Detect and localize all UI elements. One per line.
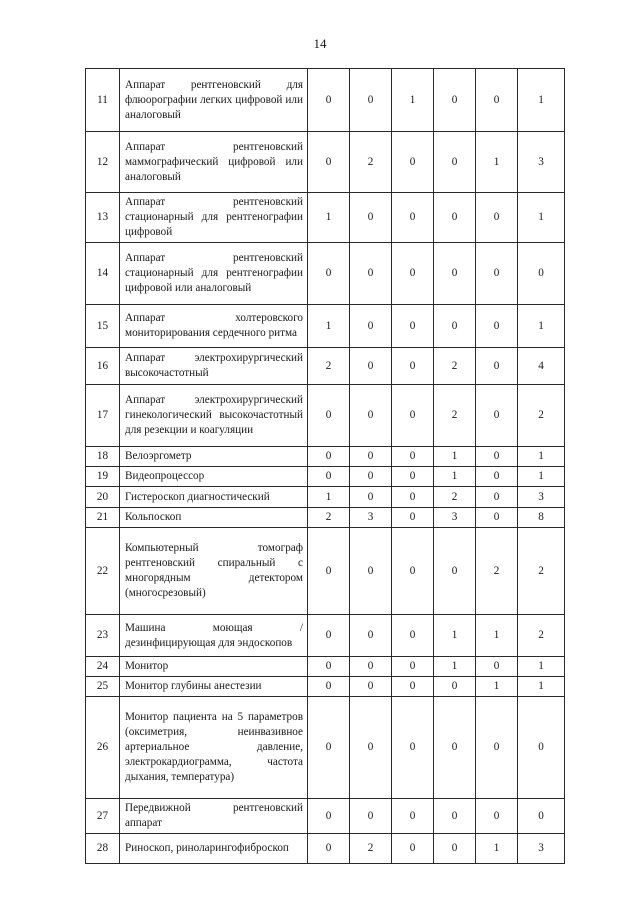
equipment-name: Монитор глубины анестезии (120, 677, 308, 697)
value-cell: 0 (308, 528, 350, 615)
equipment-name: Передвижной рентгеновский аппарат (120, 799, 308, 834)
value-cell: 0 (476, 193, 518, 243)
value-cell: 0 (308, 615, 350, 657)
value-cell: 0 (434, 69, 476, 132)
table-row (86, 193, 565, 243)
value-cell: 0 (392, 193, 434, 243)
table-row (86, 467, 565, 487)
value-cell: 0 (350, 385, 392, 447)
table-row (86, 657, 565, 677)
value-cell: 0 (518, 243, 565, 305)
row-number: 19 (86, 467, 120, 487)
value-cell: 1 (518, 69, 565, 132)
row-number: 27 (86, 799, 120, 834)
table-row (86, 677, 565, 697)
row-number: 17 (86, 385, 120, 447)
value-cell: 0 (434, 305, 476, 348)
value-cell: 0 (392, 834, 434, 864)
value-cell: 1 (308, 487, 350, 508)
row-number: 28 (86, 834, 120, 864)
value-cell: 3 (434, 508, 476, 528)
value-cell: 0 (476, 385, 518, 447)
value-cell: 1 (518, 657, 565, 677)
value-cell: 0 (392, 243, 434, 305)
value-cell: 0 (308, 385, 350, 447)
value-cell: 1 (476, 615, 518, 657)
value-cell: 0 (392, 305, 434, 348)
value-cell: 0 (308, 834, 350, 864)
row-number: 15 (86, 305, 120, 348)
value-cell: 0 (350, 677, 392, 697)
value-cell: 0 (392, 385, 434, 447)
value-cell: 1 (476, 132, 518, 193)
value-cell: 0 (434, 132, 476, 193)
value-cell: 0 (350, 69, 392, 132)
value-cell: 0 (308, 69, 350, 132)
value-cell: 0 (308, 447, 350, 467)
value-cell: 0 (476, 69, 518, 132)
equipment-name: Риноскоп, риноларингофиброскоп (120, 834, 308, 864)
value-cell: 0 (392, 677, 434, 697)
value-cell: 2 (350, 132, 392, 193)
table-row (86, 305, 565, 348)
value-cell: 3 (518, 132, 565, 193)
value-cell: 2 (434, 385, 476, 447)
row-number: 26 (86, 697, 120, 799)
equipment-name: Монитор пациента на 5 параметров (оксиметрия, неинвазивное артериальное давление, электрокардиограмма, частота дыхания, температура) (120, 697, 308, 799)
equipment-name: Аппарат рентгеновский стационарный для рентгенографии цифровой (120, 193, 308, 243)
value-cell: 1 (308, 305, 350, 348)
value-cell: 0 (476, 305, 518, 348)
value-cell: 1 (518, 305, 565, 348)
value-cell: 2 (434, 348, 476, 385)
table-row (86, 348, 565, 385)
value-cell: 0 (476, 697, 518, 799)
value-cell: 4 (518, 348, 565, 385)
equipment-name: Аппарат рентгеновский стационарный для рентгенографии цифровой или аналоговый (120, 243, 308, 305)
row-number: 11 (86, 69, 120, 132)
value-cell: 0 (308, 697, 350, 799)
row-number: 13 (86, 193, 120, 243)
value-cell: 2 (350, 834, 392, 864)
value-cell: 3 (350, 508, 392, 528)
value-cell: 8 (518, 508, 565, 528)
page-number: 14 (313, 36, 327, 51)
value-cell: 0 (518, 799, 565, 834)
value-cell: 0 (476, 447, 518, 467)
value-cell: 0 (392, 615, 434, 657)
value-cell: 0 (350, 467, 392, 487)
equipment-table-body (86, 69, 565, 864)
equipment-name: Аппарат рентгеновский маммографический цифровой или аналоговый (120, 132, 308, 193)
table-row (86, 132, 565, 193)
value-cell: 0 (308, 132, 350, 193)
value-cell: 0 (392, 657, 434, 677)
value-cell: 0 (350, 799, 392, 834)
equipment-name: Аппарат электрохирургический высокочастотный (120, 348, 308, 385)
value-cell: 1 (434, 657, 476, 677)
value-cell: 0 (476, 487, 518, 508)
equipment-name: Компьютерный томограф рентгеновский спиральный с многорядным детектором (многосрезовый) (120, 528, 308, 615)
value-cell: 0 (350, 348, 392, 385)
row-number: 23 (86, 615, 120, 657)
equipment-name: Аппарат рентгеновский для флюорографии легких цифровой или аналоговый (120, 69, 308, 132)
value-cell: 0 (392, 348, 434, 385)
row-number: 21 (86, 508, 120, 528)
value-cell: 0 (350, 447, 392, 467)
equipment-name: Кольпоскоп (120, 508, 308, 528)
value-cell: 0 (392, 487, 434, 508)
value-cell: 0 (434, 528, 476, 615)
value-cell: 0 (476, 243, 518, 305)
value-cell: 0 (350, 305, 392, 348)
value-cell: 1 (476, 677, 518, 697)
table-row (86, 69, 565, 132)
value-cell: 0 (350, 487, 392, 508)
value-cell: 0 (308, 657, 350, 677)
row-number: 12 (86, 132, 120, 193)
row-number: 20 (86, 487, 120, 508)
value-cell: 1 (518, 467, 565, 487)
equipment-name: Монитор (120, 657, 308, 677)
value-cell: 0 (434, 799, 476, 834)
value-cell: 0 (308, 467, 350, 487)
value-cell: 1 (518, 193, 565, 243)
table-row (86, 487, 565, 508)
row-number: 18 (86, 447, 120, 467)
value-cell: 0 (392, 528, 434, 615)
value-cell: 2 (518, 528, 565, 615)
value-cell: 0 (518, 697, 565, 799)
table-row (86, 385, 565, 447)
value-cell: 0 (434, 243, 476, 305)
value-cell: 0 (392, 508, 434, 528)
value-cell: 0 (476, 657, 518, 677)
value-cell: 1 (434, 615, 476, 657)
value-cell: 0 (392, 799, 434, 834)
value-cell: 2 (518, 615, 565, 657)
equipment-name: Аппарат электрохирургический гинекологический высокочастотный для резекции и коагуляции (120, 385, 308, 447)
value-cell: 0 (434, 677, 476, 697)
value-cell: 2 (308, 348, 350, 385)
value-cell: 0 (350, 615, 392, 657)
value-cell: 0 (476, 348, 518, 385)
value-cell: 0 (308, 677, 350, 697)
row-number: 24 (86, 657, 120, 677)
row-number: 25 (86, 677, 120, 697)
table-row (86, 697, 565, 799)
value-cell: 2 (476, 528, 518, 615)
value-cell: 0 (476, 799, 518, 834)
value-cell: 3 (518, 834, 565, 864)
value-cell: 1 (476, 834, 518, 864)
value-cell: 0 (434, 193, 476, 243)
value-cell: 0 (350, 697, 392, 799)
table-row (86, 447, 565, 467)
value-cell: 0 (392, 132, 434, 193)
equipment-name: Машина моющая / дезинфицирующая для эндоскопов (120, 615, 308, 657)
value-cell: 1 (434, 447, 476, 467)
value-cell: 0 (350, 528, 392, 615)
value-cell: 0 (392, 447, 434, 467)
value-cell: 2 (434, 487, 476, 508)
value-cell: 1 (518, 677, 565, 697)
value-cell: 0 (350, 243, 392, 305)
value-cell: 2 (518, 385, 565, 447)
value-cell: 1 (518, 447, 565, 467)
value-cell: 0 (308, 243, 350, 305)
table-row (86, 834, 565, 864)
value-cell: 0 (476, 508, 518, 528)
value-cell: 0 (392, 697, 434, 799)
value-cell: 0 (392, 467, 434, 487)
equipment-name: Видеопроцессор (120, 467, 308, 487)
table-row (86, 615, 565, 657)
equipment-name: Гистероскоп диагностический (120, 487, 308, 508)
row-number: 14 (86, 243, 120, 305)
table-row (86, 528, 565, 615)
value-cell: 1 (308, 193, 350, 243)
value-cell: 2 (308, 508, 350, 528)
value-cell: 0 (434, 697, 476, 799)
value-cell: 3 (518, 487, 565, 508)
value-cell: 1 (434, 467, 476, 487)
value-cell: 0 (350, 193, 392, 243)
equipment-table (85, 68, 565, 864)
value-cell: 0 (434, 834, 476, 864)
equipment-name: Велоэргометр (120, 447, 308, 467)
equipment-name: Аппарат холтеровского мониторирования сердечного ритма (120, 305, 308, 348)
table-row (86, 508, 565, 528)
value-cell: 0 (350, 657, 392, 677)
table-row (86, 243, 565, 305)
row-number: 22 (86, 528, 120, 615)
value-cell: 0 (308, 799, 350, 834)
value-cell: 1 (392, 69, 434, 132)
value-cell: 0 (476, 467, 518, 487)
row-number: 16 (86, 348, 120, 385)
table-row (86, 799, 565, 834)
